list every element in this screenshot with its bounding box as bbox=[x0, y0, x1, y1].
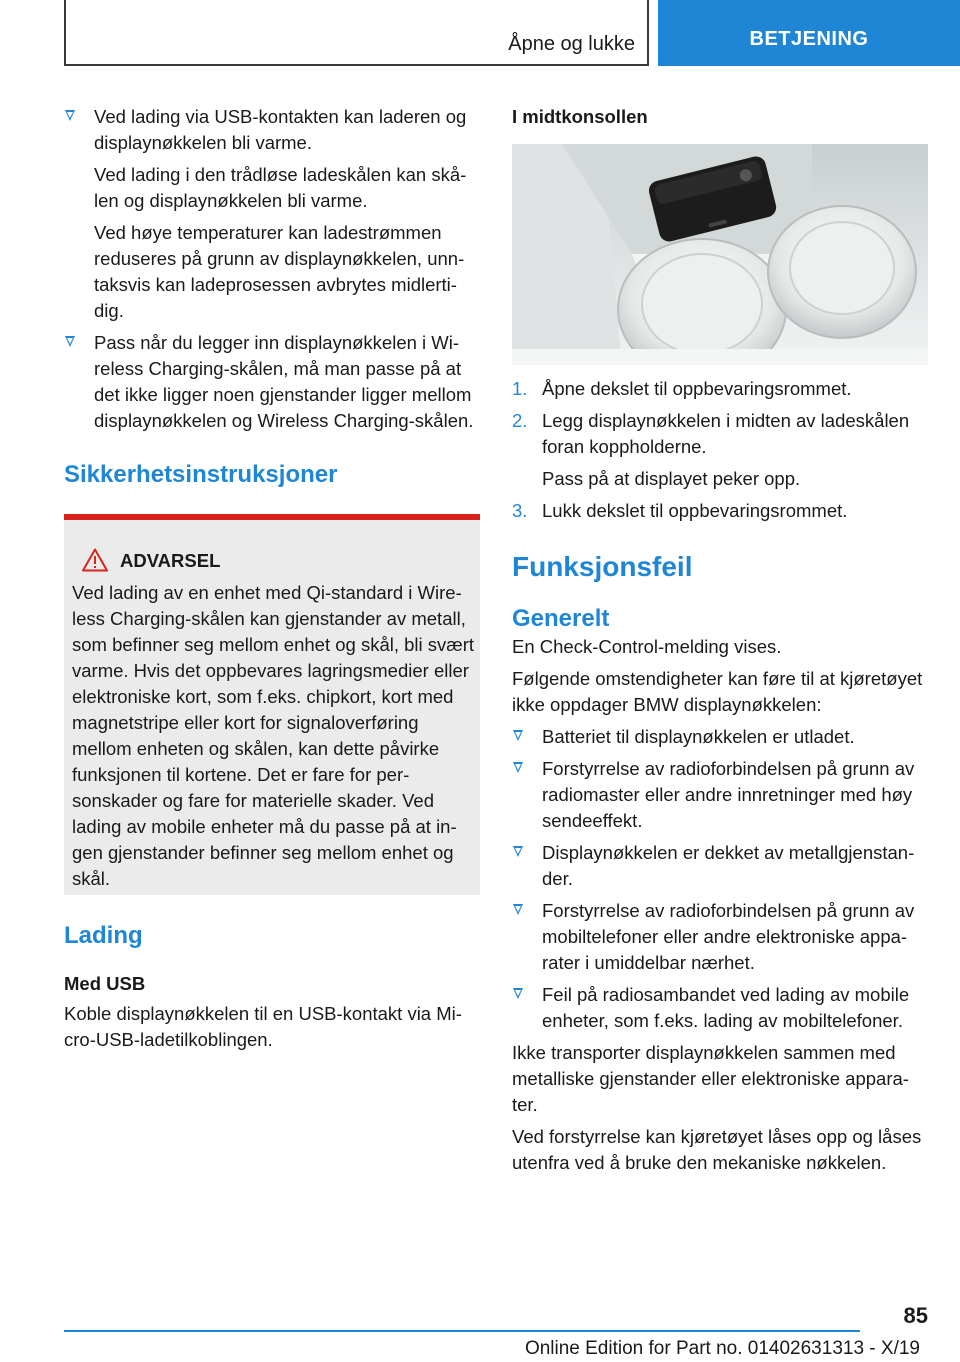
chapter-title: BETJENING bbox=[749, 28, 869, 50]
step-text: Lukk dekslet til oppbevaringsrommet. bbox=[542, 500, 848, 521]
bullet-triangle-icon bbox=[513, 846, 523, 857]
list-item bbox=[512, 408, 928, 492]
warning-triangle-icon bbox=[82, 548, 108, 572]
step-text: Åpne dekslet til oppbevaringsrommet. bbox=[542, 378, 852, 399]
fault-bullet: Forstyrrelse av radioforbindelsen på grunn av radiomaster eller andre innretninger med høy sendeeffekt. bbox=[542, 758, 915, 831]
section-title: Åpne og lukke bbox=[508, 33, 635, 55]
paragraph: Ved høye temperaturer kan ladestrømmen reduseres på grunn av displaynøkkelen, unntaksvis kan ladeprosessen avbrytes midlertidig. bbox=[94, 222, 465, 321]
fault-bullet: Batteriet til displaynøkkelen er utladet. bbox=[542, 726, 855, 747]
steps-section bbox=[512, 376, 928, 1176]
usb-heading: Med USB bbox=[64, 973, 146, 994]
list-item bbox=[512, 898, 928, 976]
center-console-photo bbox=[512, 144, 928, 365]
list-item bbox=[64, 330, 480, 434]
page-number: 85 bbox=[903, 1303, 928, 1328]
header-section-tab bbox=[64, 0, 649, 66]
list-item bbox=[64, 104, 480, 324]
step-number: 1. bbox=[512, 378, 528, 399]
left-column bbox=[64, 104, 480, 490]
general-paragraph: Følgende omstendigheter kan føre til at kjøretøyet ikke oppdager BMW displaynøkkelen: bbox=[512, 668, 923, 715]
bullet-triangle-icon bbox=[513, 730, 523, 741]
lading-heading: Lading bbox=[64, 922, 143, 949]
list-item bbox=[512, 724, 928, 750]
list-item bbox=[512, 498, 928, 524]
safety-heading: Sikkerhetsinstruksjoner bbox=[64, 461, 338, 488]
step-number: 3. bbox=[512, 500, 528, 521]
closing-paragraph: Ved forstyrrelse kan kjøretøyet låses opp og låses utenfra ved å bruke den mekaniske nøkkelen. bbox=[512, 1126, 922, 1173]
paragraph: Ved lading via USB-kontakten kan laderen og displaynøkkelen bli varme. bbox=[94, 106, 467, 153]
fault-bullet: Displaynøkkelen er dekket av metallgjenstander. bbox=[542, 842, 915, 889]
paragraph: Pass når du legger inn displaynøkkelen i Wireless Charging-skålen, må man passe på at det ikke ligger noen gjenstander ligger mellom displaynøkkelen og Wireless Charging-skålen. bbox=[94, 332, 474, 431]
console-illustration bbox=[512, 144, 928, 365]
bullet-triangle-icon bbox=[65, 336, 75, 347]
console-heading: I midtkonsollen bbox=[512, 106, 648, 127]
paragraph: Ved lading i den trådløse ladeskålen kan skålen og displaynøkkelen bli varme. bbox=[94, 164, 467, 211]
bullet-triangle-icon bbox=[65, 110, 75, 121]
bullet-triangle-icon bbox=[513, 904, 523, 915]
list-item bbox=[512, 840, 928, 892]
step-text: Legg displaynøkkelen i midten av ladeskålen foran koppholderne. bbox=[542, 410, 910, 457]
general-paragraph: En Check-Control-melding vises. bbox=[512, 636, 782, 657]
header-chapter-tab[interactable] bbox=[658, 0, 960, 66]
warning-box bbox=[64, 514, 480, 895]
right-column bbox=[512, 104, 928, 130]
warning-text: Ved lading av en enhet med Qi-standard i Wireless Charging-skålen kan gjenstander av metall, som befinner seg mellom enhet og skål, bli svært varme. Hvis det oppbevares lagringsmedier eller elektroniske kort, som f.eks. chipkort, kort med magnetstripe eller kort for signaloverføring mellom enheten og skålen, kan dette påvirke funksjonen til kortene. Det er fare for personskader og fare for materielle skader. Ved lading av mobile enheter må du passe på at ingen gjenstander befinner seg mellom enhet og skål. bbox=[72, 582, 475, 889]
fault-bullet: Feil på radiosambandet ved lading av mobile enheter, som f.eks. lading av mobiltelefoner. bbox=[542, 984, 910, 1031]
usb-paragraph: Koble displaynøkkelen til en USB-kontakt via Micro-USB-ladetilkoblingen. bbox=[64, 1003, 462, 1050]
footer-edition: Online Edition for Part no. 01402631313 - X/19 bbox=[524, 1338, 920, 1359]
step-number: 2. bbox=[512, 410, 528, 431]
fault-bullet: Forstyrrelse av radioforbindelsen på grunn av mobiltelefoner eller andre elektroniske apparater i umiddelbar nærhet. bbox=[542, 900, 915, 973]
fault-heading: Funksjonsfeil bbox=[512, 551, 693, 582]
bullet-triangle-icon bbox=[513, 988, 523, 999]
list-item bbox=[512, 756, 928, 834]
charging-section bbox=[64, 921, 480, 1053]
closing-paragraph: Ikke transporter displaynøkkelen sammen med metalliske gjenstander eller elektroniske apparater. bbox=[512, 1042, 909, 1115]
general-heading: Generelt bbox=[512, 605, 610, 632]
bullet-triangle-icon bbox=[513, 762, 523, 773]
footer-divider bbox=[64, 1330, 860, 1332]
step-note: Pass på at displayet peker opp. bbox=[542, 468, 801, 489]
warning-title: ADVARSEL bbox=[120, 550, 221, 571]
list-item bbox=[512, 376, 928, 402]
list-item bbox=[512, 982, 928, 1034]
